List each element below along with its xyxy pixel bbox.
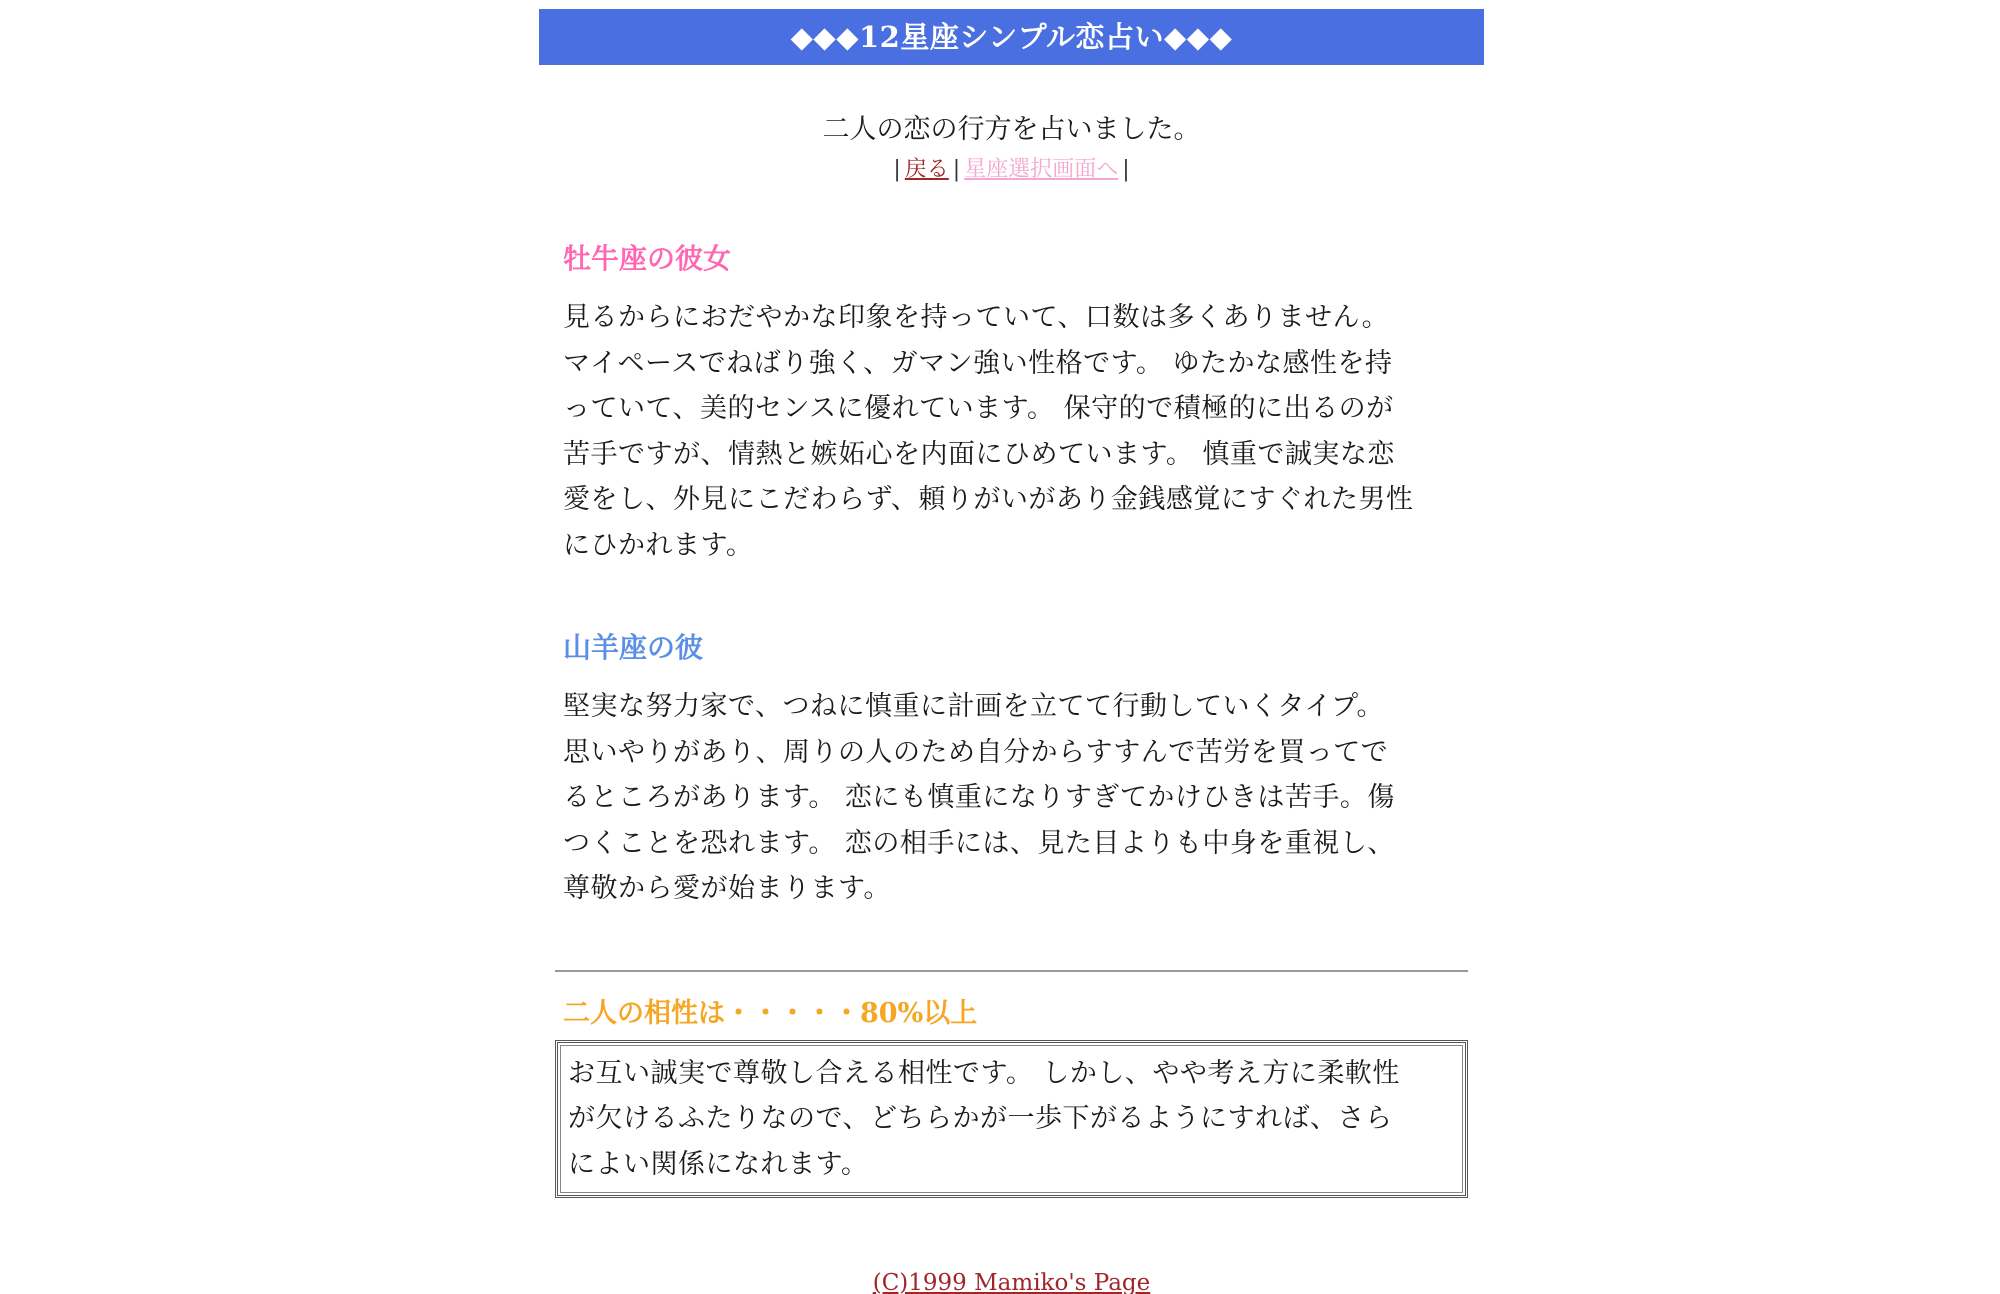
section-divider: [555, 970, 1468, 972]
compatibility-line: が欠けるふたりなので、どちらかが一歩下がるようにすれば、さら: [568, 1103, 1393, 1134]
intro-text: 二人の恋の行方を占いました。: [822, 114, 1201, 145]
his-description-line: 堅実な努力家で、つねに慎重に計画を立てて行動していくタイプ。: [563, 691, 1384, 722]
nav-separator: |: [893, 157, 901, 182]
her-description-line: マイペースでねばり強く、ガマン強い性格です。 ゆたかな感性を持: [563, 347, 1393, 379]
his-sign-heading: 山羊座の彼: [563, 631, 704, 664]
page-title: ◆◆◆12星座シンプル恋占い◆◆◆: [790, 20, 1233, 54]
her-description-line: にひかれます。: [563, 529, 754, 561]
her-description-line: 愛をし、外見にこだわらず、頼りがいがあり金銭感覚にすぐれた男性: [563, 484, 1414, 515]
her-description-line: 苦手ですが、情熱と嫉妬心を内面にひめています。 慎重で誠実な恋: [563, 438, 1395, 470]
his-description-line: るところがあります。 恋にも慎重になりすぎてかけひきは苦手。傷: [563, 782, 1395, 813]
his-description: [563, 684, 1460, 912]
back-link[interactable]: 戻る: [904, 157, 949, 182]
page-title-bar: [539, 9, 1484, 65]
footer: [539, 1270, 1484, 1294]
her-description: [563, 295, 1460, 568]
nav-links: [539, 155, 1484, 185]
his-description-line: 思いやりがあり、周りの人のため自分からすすんで苦労を買ってで: [563, 736, 1389, 768]
his-description-line: つくことを恐れます。 恋の相手には、見た目よりも中身を重視し、: [563, 827, 1395, 859]
page-container: [539, 9, 1484, 1294]
her-description-line: っていて、美的センスに優れています。 保守的で積極的に出るのが: [563, 393, 1394, 424]
her-sign-heading: 牡牛座の彼女: [563, 242, 732, 275]
compatibility-heading: 二人の相性は・・・・・80%以上: [563, 997, 978, 1029]
her-description-line: 見るからにおだやかな印象を持っていて、口数は多くありません。: [563, 302, 1390, 333]
reading-content: [539, 241, 1484, 912]
nav-separator: |: [952, 157, 961, 182]
compatibility-box: [555, 1040, 1468, 1199]
compatibility-line: お互い誠実で尊敬し合える相性です。 しかし、やや考え方に柔軟性: [568, 1057, 1400, 1089]
his-description-line: 尊敬から愛が始まります。: [563, 873, 891, 904]
compatibility-line: によい関係になれます。: [568, 1148, 869, 1180]
nav-separator: |: [1122, 157, 1130, 182]
copyright-link[interactable]: (C)1999 Mamiko's Page: [872, 1270, 1151, 1294]
sign-select-link[interactable]: 星座選択画面へ: [964, 157, 1119, 182]
